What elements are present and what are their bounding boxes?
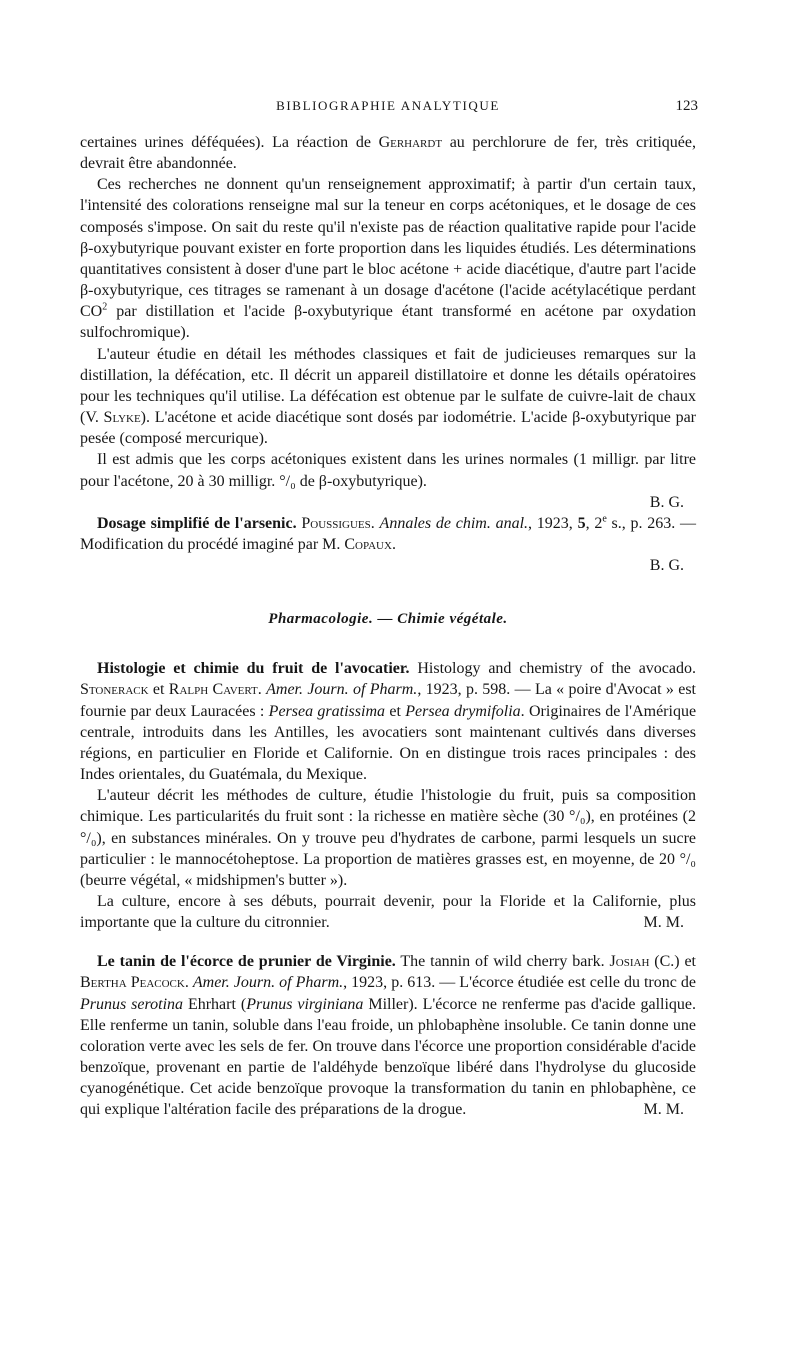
paragraph [80, 174, 696, 343]
journal: Amer. Journ. of Pharm. [192, 974, 344, 992]
page [80, 98, 696, 1121]
author: Bertha Peacock [80, 974, 185, 992]
page-number: 123 [675, 98, 698, 114]
species-name: Prunus serotina [80, 995, 184, 1013]
text-run: Ces recherches ne donnent qu'un renseignement approximatif; à partir d'un certain taux, l'intensité des colorations renseigne mal sur la teneur en corps acétoniques, et le dosage de ces composés s'impose. On sait du reste qu'il n'existe pas de réaction qualitative rapide pour l'acide β-oxybutyrique pouvant exister en forte proportion dans les liquides étudiés. Les déterminations quantitatives consistent à doser d'une part le bloc acétone + acide diacétique, d'autre part l'acide β-oxybutyrique, ces titrages se ramenant à un dosage d'acétone (l'acide acétylacétique perdant CO [80, 176, 696, 321]
paragraph [80, 344, 696, 450]
text-run: et [148, 681, 169, 699]
cited-author: Gerhardt [378, 134, 443, 151]
text-run: , 1923, p. 613. — L'écorce étudiée est celle du tronc de [343, 974, 696, 992]
article-title: Dosage simplifié de l'arsenic. [97, 514, 297, 532]
journal: Annales de chim. anal. [379, 514, 529, 532]
author: Ralph Cavert [168, 681, 258, 699]
text-run: s., p. 263. — Modification du procédé imaginé par M. [80, 514, 697, 553]
article-title: Histologie et chimie du fruit de l'avocatier. [97, 660, 410, 678]
text-run: ). L'acétone et acide diacétique sont dosés par iodométrie. L'acide β-oxybutyrique par pesée (composé mercurique). [80, 409, 697, 448]
reviewer-initials: B. G. [649, 493, 684, 511]
paragraph [80, 658, 696, 785]
text-run: , 1923, p. 598. — La « poire d'Avocat » est fournie par deux Lauracées : [80, 681, 697, 720]
text-run: . [184, 974, 193, 992]
author: Stonerack [80, 681, 149, 699]
page-header [80, 98, 696, 120]
reviewer-initials: B. G. [649, 557, 684, 575]
text-run: L'auteur étudie en détail les méthodes classiques et fait de judicieuses remarques sur la distillation, la défécation, etc. Il décrit un appareil distillatoire et donne les détails opératoires pour les techniques qu'il utilise. La défécation est obtenue par le sulfate de cuivre-lait de chaux (V. [80, 345, 696, 427]
reviewer-initials: M. M. [643, 914, 684, 932]
author: Josiah [609, 953, 650, 971]
cited-author: Copaux [344, 535, 392, 553]
running-title: BIBLIOGRAPHIE ANALYTIQUE [276, 98, 500, 113]
text-run: certaines urines déféquées). La réaction de [80, 134, 379, 151]
spacer [80, 933, 696, 951]
text-run: . [391, 535, 396, 553]
text-run: . [257, 681, 267, 699]
paragraph [80, 513, 696, 555]
text-run: , 2 [585, 514, 603, 532]
volume: 5 [577, 514, 586, 532]
species-name: Prunus virginiana [246, 995, 364, 1013]
section-rubric: Pharmacologie. — Chimie végétale. [268, 611, 508, 628]
article-title: Le tanin de l'écorce de prunier de Virginie. [97, 953, 396, 971]
superscript: 2 [102, 301, 108, 313]
text-run: Histology and chemistry of the avocado. [409, 660, 696, 678]
cited-author: Slyke [103, 409, 141, 427]
paragraph [80, 132, 696, 174]
text-run: La culture, encore à ses débuts, pourrait devenir, pour la Floride et la Californie, plus importante que la culture du citronnier. [80, 893, 696, 932]
text-run: au perchlorure de fer, très critiquée, devrait être abandonnée. [80, 134, 697, 173]
text-run: Miller). L'écorce ne renferme pas d'acide gallique. Elle renferme un tanin, soluble dans l'eau froide, un phlobaphène insoluble. Ce tanin donne une coloration verte avec les sels de fer. On trouve dans l'écorce une proportion considérable d'acide benzoïque, provenant en partie de l'aldéhyde benzoïque libéré dans l'hydrolyse du glucoside cyanogénétique. Cet acide benzoïque provoque la transformation du tanin en phlobaphène, ce qui explique l'altération facile des préparations de la drogue. [80, 995, 697, 1119]
paragraph: Il est admis que les corps acétoniques existent dans les urines normales (1 milligr. par litre pour l'acétone, 20 à 30 milligr. °/₀ de β-oxybutyrique). [80, 451, 696, 490]
superscript: e [602, 513, 607, 525]
author: Poussigues. [301, 514, 375, 532]
text-run: Ehrhart ( [183, 995, 247, 1013]
text-run: The tannin of wild cherry bark. [395, 953, 610, 971]
paragraph: L'auteur décrit les méthodes de culture, étudie l'histologie du fruit, puis sa composition chimique. Les particularités du fruit sont : la richesse en matière sèche (30 °/₀), en protéines (2 °/₀), en substances minérales. On y trouve peu d'hydrates de carbone, parmi lesquels un sucre particulier : le mannocétoheptose. La proportion de matières grasses est, en moyenne, de 20 °/₀ (beurre végétal, « midshipmen's butter »). [80, 787, 696, 889]
text-run: , 1923, [528, 514, 578, 532]
text-run: (C.) et [649, 953, 697, 971]
species-name: Persea drymifolia [405, 702, 521, 720]
journal: Amer. Journ. of Pharm. [266, 681, 418, 699]
reviewer-initials: M. M. [643, 1101, 684, 1119]
species-name: Persea gratissima [268, 702, 386, 720]
paragraph [80, 891, 696, 933]
text-run: et [385, 702, 406, 720]
text-run: . Originaires de l'Amérique centrale, introduits dans les Antilles, les avocatiers sont maintenant cultivés dans diverses régions, en particulier en Floride et Californie. On en distingue trois races principales : des Indes orientales, du Guatémala, du Mexique. [80, 702, 697, 784]
text-run: par distillation et l'acide β-oxybutyrique étant transformé en acétone par oxydation sulfochromique). [80, 303, 696, 342]
paragraph [80, 951, 696, 1120]
